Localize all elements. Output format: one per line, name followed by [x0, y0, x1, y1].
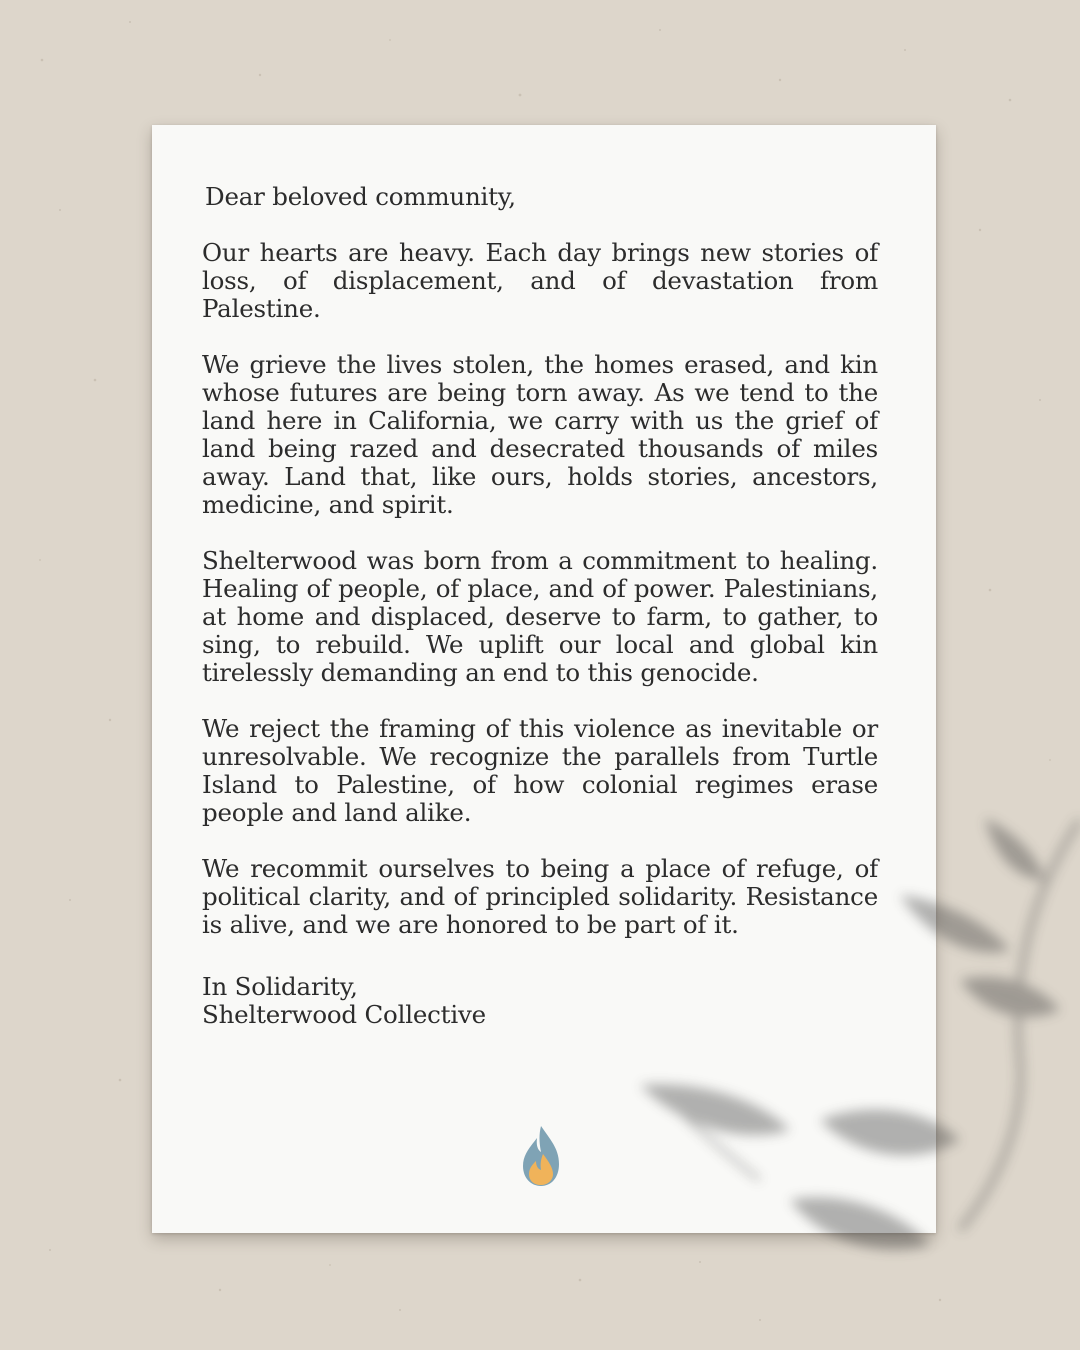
letter-paragraph-1: Our hearts are heavy. Each day brings new stories of loss, of displacement, and of devastation from Palestine. — [202, 238, 878, 323]
letter-signature: Shelterwood Collective — [202, 1000, 486, 1029]
letter-greeting: Dear beloved community, — [205, 182, 516, 211]
letter-closing: In Solidarity, — [202, 972, 358, 1001]
letter-paragraph-3: Shelterwood was born from a commitment to healing. Healing of people, of place, and of power. Palestinians, at home and displaced, deserve to farm, to gather, to sing, to rebuild. We uplift our local and global kin tirelessly demanding an end to this genocide. — [202, 546, 878, 687]
letter-paragraph-5: We recommit ourselves to being a place of refuge, of political clarity, and of principled solidarity. Resistance is alive, and we are honored to be part of it. — [202, 854, 878, 939]
flame-logo-icon — [519, 1124, 563, 1188]
letter-paragraph-4: We reject the framing of this violence as inevitable or unresolvable. We recognize the parallels from Turtle Island to Palestine, of how colonial regimes erase people and land alike. — [202, 714, 878, 827]
letter-paragraph-2: We grieve the lives stolen, the homes erased, and kin whose futures are being torn away. As we tend to the land here in California, we carry with us the grief of land being razed and desecrated thousands of miles away. Land that, like ours, holds stories, ancestors, medicine, and spirit. — [202, 350, 878, 519]
letter-paper — [152, 125, 936, 1233]
